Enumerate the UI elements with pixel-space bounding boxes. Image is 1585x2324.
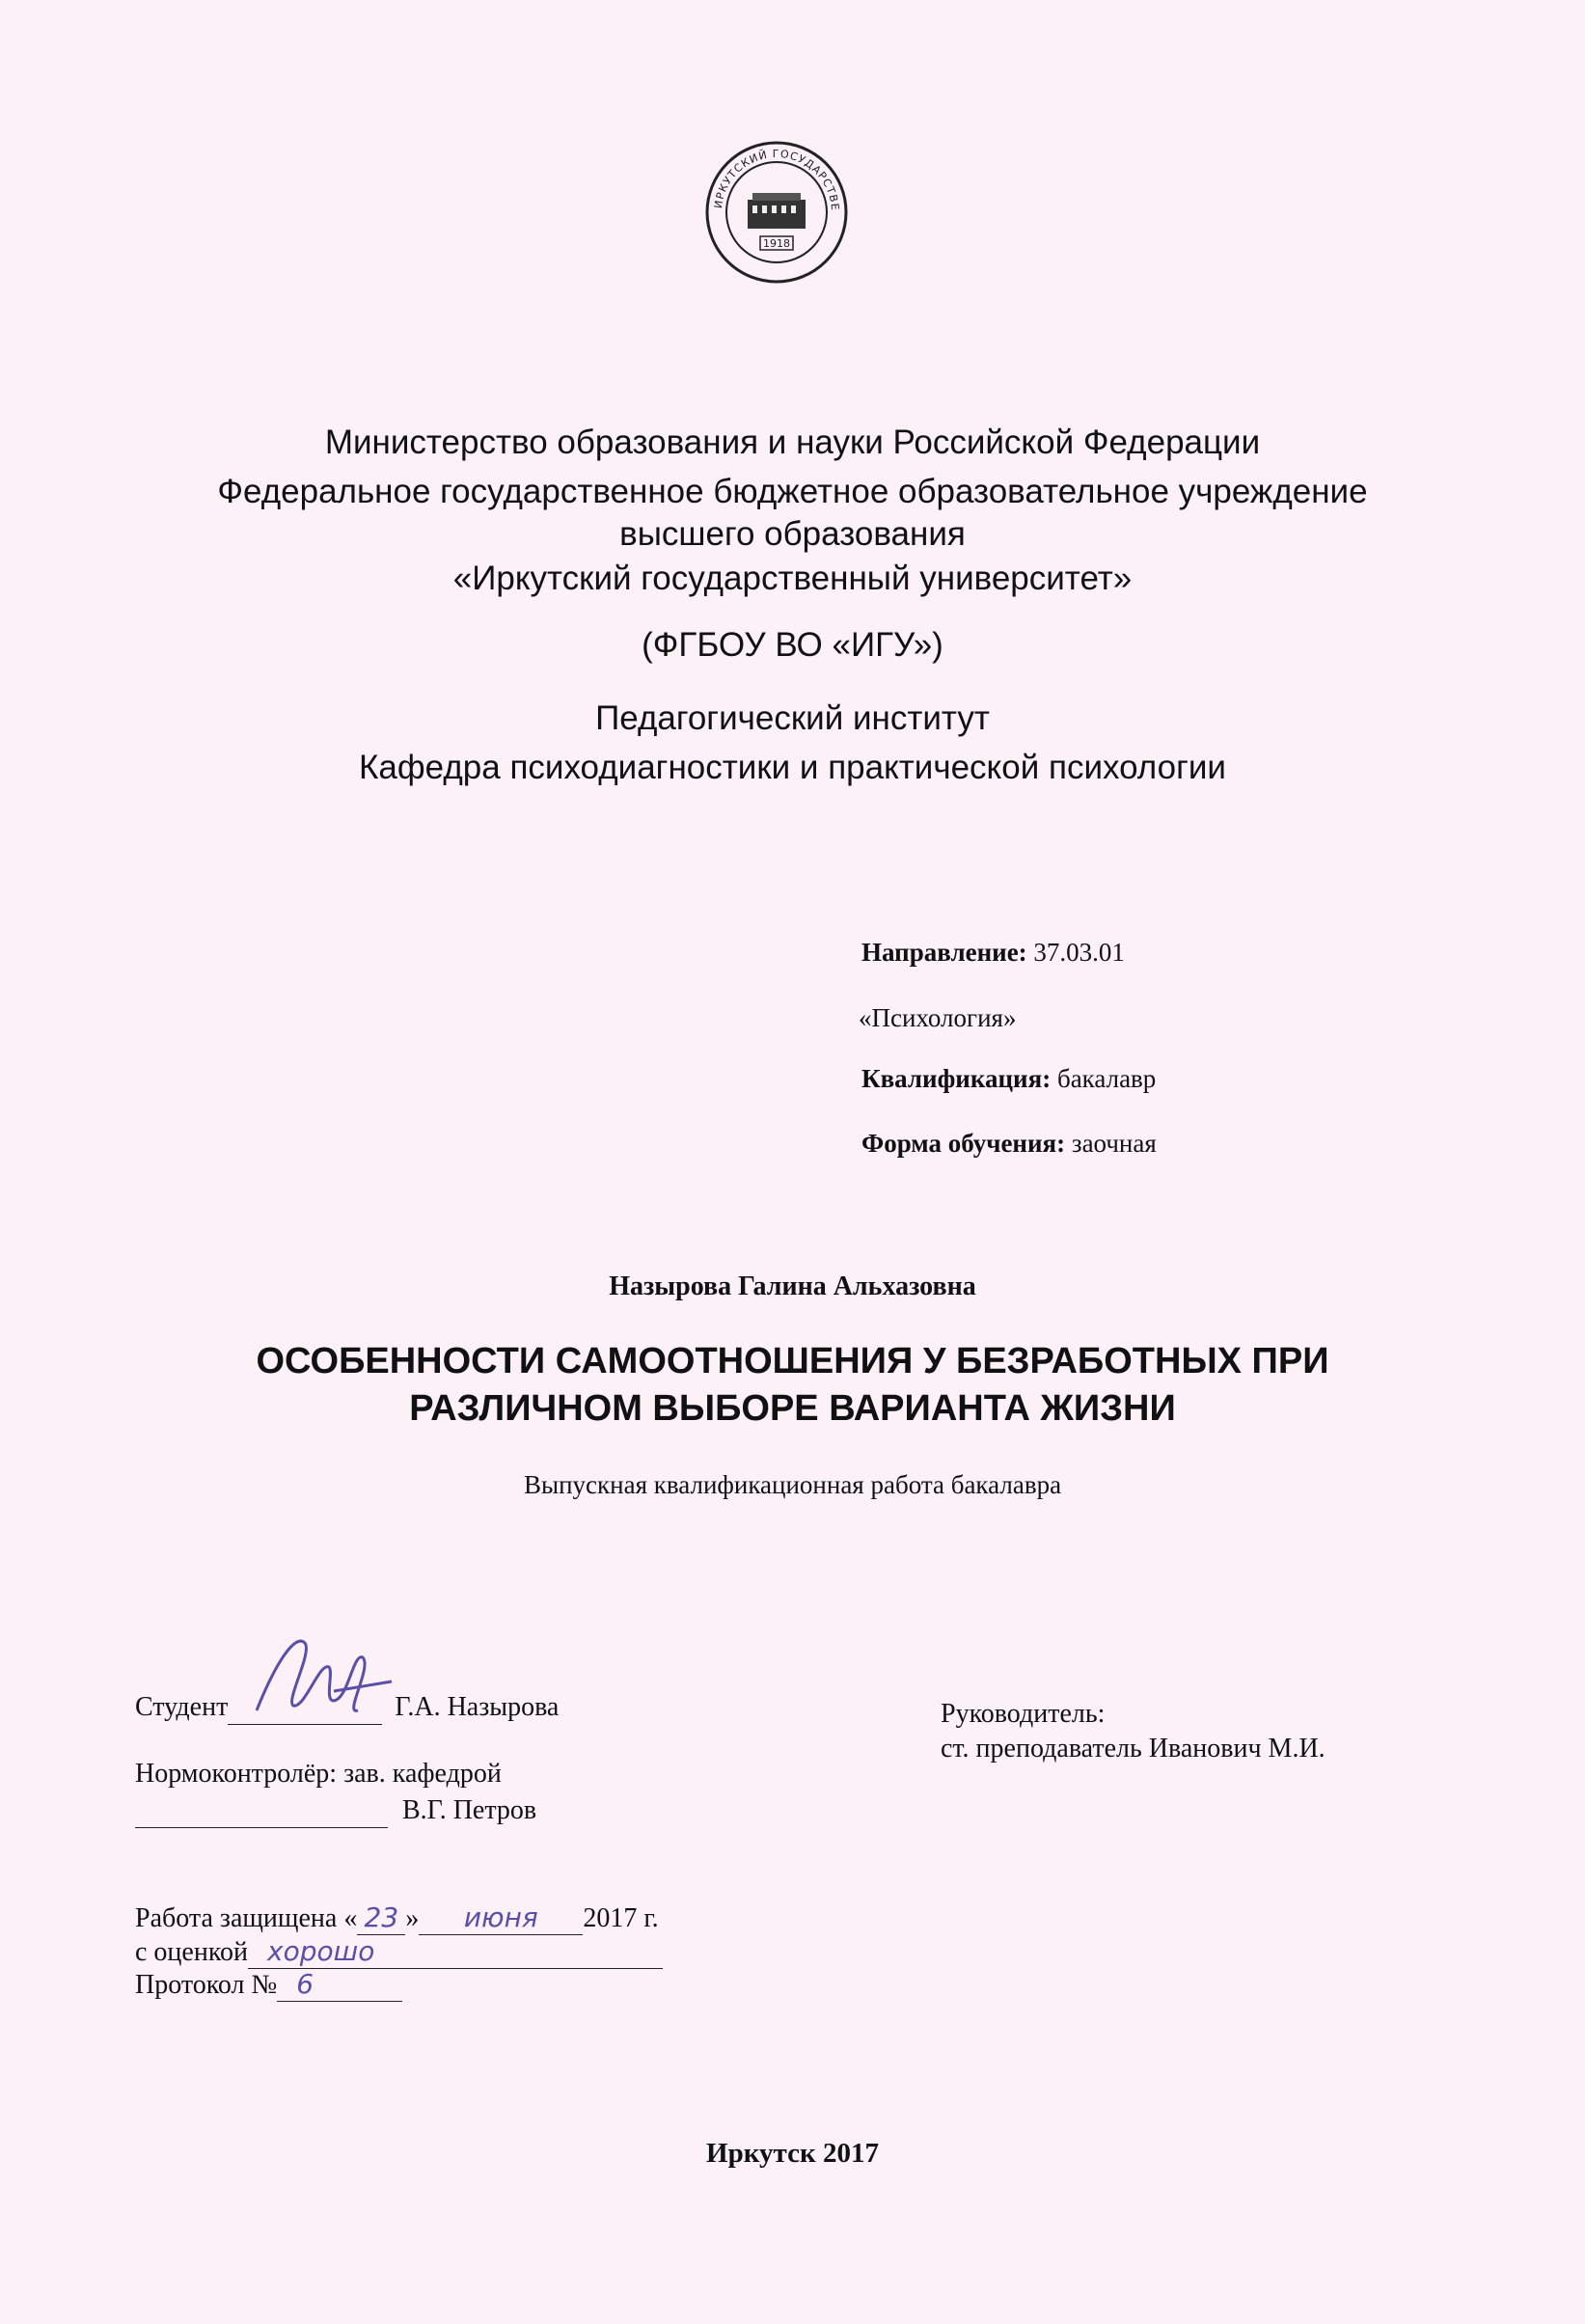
direction-label: Направление: xyxy=(861,938,1027,967)
grade-line xyxy=(135,1935,663,1969)
direction-line xyxy=(861,938,1125,968)
student-signature-line xyxy=(228,1691,382,1725)
institute-name: Педагогический институт xyxy=(595,699,990,737)
supervisor-label: Руководитель: xyxy=(941,1699,1106,1729)
normcontrol-label: Нормоконтролёр: зав. кафедрой xyxy=(135,1759,502,1789)
institution-line2: высшего образования xyxy=(619,515,966,553)
university-seal-icon xyxy=(704,140,849,285)
defense-date-line xyxy=(135,1901,659,1935)
qualification-line xyxy=(861,1064,1156,1094)
protocol-value: 6 xyxy=(277,1968,402,2002)
thesis-title-line2: РАЗЛИЧНОМ ВЫБОРЕ ВАРИАНТА ЖИЗНИ xyxy=(409,1388,1176,1429)
study-form-value: заочная xyxy=(1071,1129,1157,1158)
thesis-title-line1: ОСОБЕННОСТИ САМООТНОШЕНИЯ У БЕЗРАБОТНЫХ ПРИ xyxy=(256,1341,1329,1381)
normcontrol-name: В.Г. Петров xyxy=(402,1795,537,1825)
seal-year: 1918 xyxy=(763,237,790,250)
study-form-line xyxy=(861,1129,1157,1159)
direction-value: 37.03.01 xyxy=(1033,938,1125,967)
student-label: Студент xyxy=(135,1692,229,1722)
work-type: Выпускная квалификационная работа бакалавра xyxy=(523,1470,1062,1499)
normcontrol-signature-line xyxy=(135,1794,388,1828)
study-form-label: Форма обучения: xyxy=(861,1129,1066,1158)
department-name: Кафедра психодиагностики и практической психологии xyxy=(359,749,1226,786)
student-line xyxy=(135,1691,559,1725)
university-name: «Иркутский государственный университет» xyxy=(452,560,1133,597)
defense-quote-close: » xyxy=(405,1903,420,1933)
direction-name: «Психология» xyxy=(859,1003,1017,1032)
qualification-label: Квалификация: xyxy=(861,1064,1052,1093)
student-signature-icon xyxy=(237,1624,401,1720)
defense-day: 23 xyxy=(357,1901,405,1935)
grade-label: с оценкой xyxy=(135,1937,248,1967)
defense-month: июня xyxy=(419,1901,583,1935)
author-name: Назырова Галина Альхазовна xyxy=(609,1271,976,1301)
protocol-line xyxy=(135,1968,402,2002)
grade-value: хорошо xyxy=(248,1935,663,1969)
university-abbr: (ФГБОУ ВО «ИГУ») xyxy=(642,626,943,664)
defense-label: Работа защищена « xyxy=(135,1903,358,1933)
protocol-label: Протокол № xyxy=(135,1970,278,2000)
defense-year: 2017 г. xyxy=(583,1903,659,1933)
normcontrol-line xyxy=(135,1794,536,1828)
institution-line1: Федеральное государственное бюджетное образовательное учреждение xyxy=(217,473,1368,510)
qualification-value: бакалавр xyxy=(1056,1064,1157,1093)
city-year: Иркутск 2017 xyxy=(706,2138,879,2169)
student-name: Г.А. Назырова xyxy=(395,1692,560,1722)
svg-text:ИРКУТСКИЙ ГОСУДАРСТВЕННЫЙ УНИВ: ИРКУТСКИЙ ГОСУДАРСТВЕ xyxy=(712,147,842,212)
ministry-name: Министерство образования и науки Российской Федерации xyxy=(324,424,1261,461)
supervisor-name: ст. преподаватель Иванович М.И. xyxy=(941,1734,1325,1764)
